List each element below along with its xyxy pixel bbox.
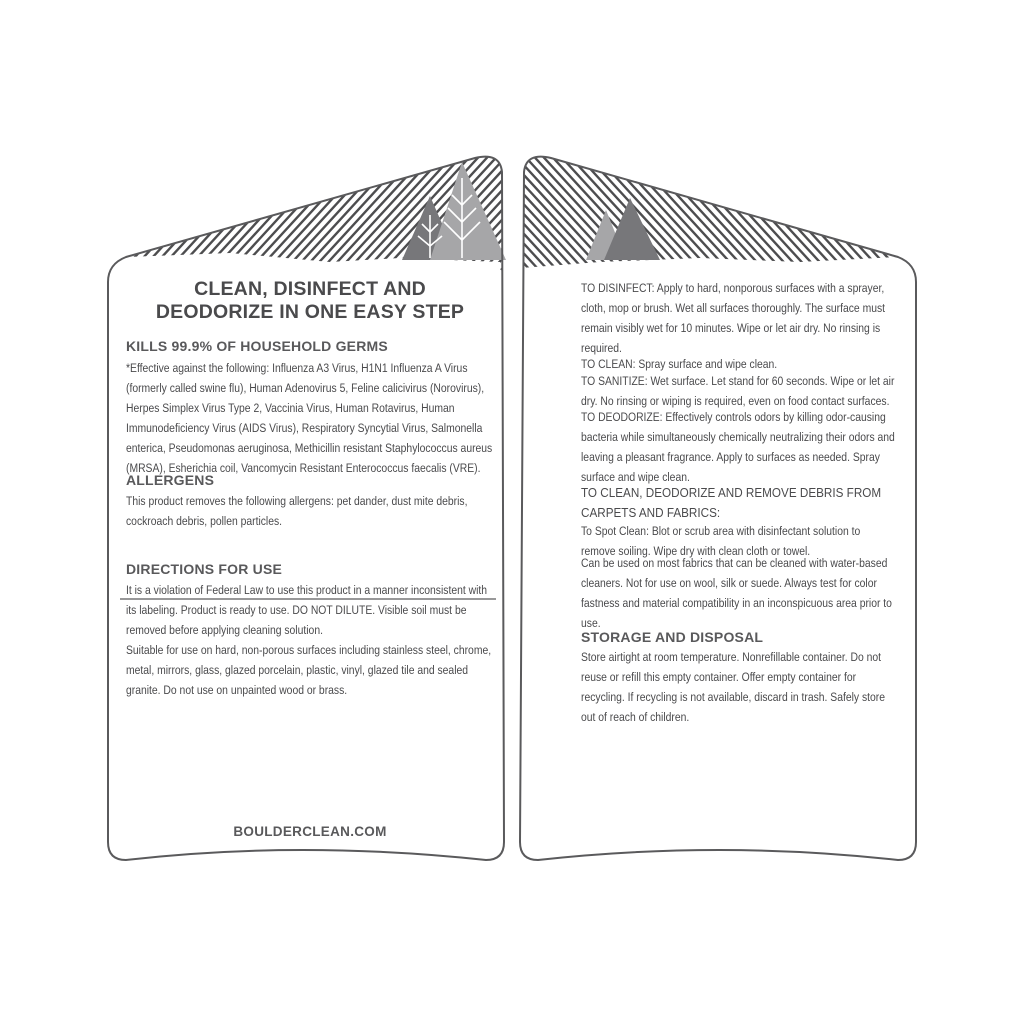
stripe — [105, 150, 215, 270]
stripe — [258, 150, 368, 270]
stripe — [843, 150, 953, 270]
stripe — [969, 150, 1024, 270]
tree-icon — [402, 162, 506, 260]
stripe — [177, 150, 287, 270]
allergens-heading: ALLERGENS — [126, 472, 215, 488]
surfaces-body: Suitable for use on hard, non-porous surfaces including stainless steel, chrome, metal, mirrors, glass, glazed porcelain, plastic, vinyl, glazed tile and sealed granite. Do not use on unpainted wood or brass. — [126, 643, 492, 697]
stripe — [870, 150, 980, 270]
stripe — [123, 150, 233, 270]
stripe — [96, 150, 206, 270]
stripe — [231, 150, 341, 270]
allergens-body: This product removes the following allergens: pet dander, dust mite debris, cockroach debris, pollen particles. — [126, 494, 468, 528]
stripe — [816, 150, 926, 270]
stripe — [78, 150, 188, 270]
sanitize-directions: TO SANITIZE: Wet surface. Let stand for 60 seconds. Wipe or let air dry. No rinsing or wiping is required, even on food contact surfaces. — [581, 374, 895, 408]
stripe — [222, 150, 332, 270]
stripe — [213, 150, 323, 270]
directions-body: It is a violation of Federal Law to use this product in a manner inconsistent with its labeling. Product is ready to use. DO NOT DILUTE. Visible soil must be removed before applying cleaning solution. — [126, 583, 488, 637]
stripe — [294, 150, 404, 270]
right-panel-text — [581, 278, 897, 727]
clean-directions: TO CLEAN: Spray surface and wipe clean. — [581, 357, 778, 371]
fabrics-note: Can be used on most fabrics that can be cleaned with water-based cleaners. Not for use on wool, silk or suede. Always test for color fastness and material compatibility in an inconspicuous area prior to use. — [581, 556, 892, 630]
stripe — [708, 150, 818, 270]
stripe — [933, 150, 1024, 270]
left-panel-text — [126, 278, 494, 839]
stripe — [942, 150, 1024, 270]
stripe — [60, 150, 170, 270]
stripe — [906, 150, 1016, 270]
headline-line-1: CLEAN, DISINFECT AND — [194, 278, 426, 300]
kills-heading: KILLS 99.9% OF HOUSEHOLD GERMS — [126, 338, 388, 354]
stripe — [699, 150, 809, 270]
stripe — [807, 150, 917, 270]
stripe — [960, 150, 1024, 270]
stripe — [132, 150, 242, 270]
stripe — [186, 150, 296, 270]
stripe — [663, 150, 773, 270]
stripe — [159, 150, 269, 270]
stripe — [141, 150, 251, 270]
deodorize-directions: TO DEODORIZE: Effectively controls odors by killing odor-causing bacteria while simultaneously chemically neutralizing their odors and leaving a pleasant fragrance. Apply to surfaces as needed. Spray surface and wipe clean. — [581, 410, 895, 484]
spot-clean-directions: To Spot Clean: Blot or scrub area with disinfectant solution to remove soiling. Wipe dry with clean cloth or towel. — [581, 524, 861, 558]
stripe — [168, 150, 278, 270]
stripe — [654, 150, 764, 270]
stripe — [780, 150, 890, 270]
stripe — [726, 150, 836, 270]
kills-body: *Effective against the following: Influenza A3 Virus, H1N1 Influenza A Virus (formerly called swine flu), Human Adenovirus 5, Feline calicivirus (Norovirus), Herpes Simplex Virus Type 2, Vaccinia Virus, Human Rotavirus, Human Immunodeficiency Virus (AIDS Virus), Respiratory Syncytial Virus, Salmonella enterica, Pseudomonas aeruginosa, Methicillin resistant Staphylococcus aureus (MRSA), Esherichia coil, Vancomycin Resistant Enterococcus faecalis (VRE). — [126, 361, 493, 475]
stripe — [150, 150, 260, 270]
storage-body: Store airtight at room temperature. Nonrefillable container. Do not reuse or refill this empty container. Offer empty container for recycling. If recycling is not available, discard in trash. Safely store out of reach of children. — [581, 650, 886, 724]
stripe — [879, 150, 989, 270]
stripe — [114, 150, 224, 270]
headline-line-2: DEODORIZE IN ONE EASY STEP — [155, 301, 465, 323]
stripe — [852, 150, 962, 270]
stripe — [996, 150, 1024, 270]
stripe — [69, 150, 179, 270]
stripe — [672, 150, 782, 270]
stripe — [204, 150, 314, 270]
stripe — [303, 150, 413, 270]
stripe — [267, 150, 377, 270]
stripe — [744, 150, 854, 270]
stripe — [645, 150, 755, 270]
directions-heading: DIRECTIONS FOR USE — [126, 561, 283, 577]
stripe — [771, 150, 881, 270]
stripe — [915, 150, 1024, 270]
stripe — [798, 150, 908, 270]
storage-heading: STORAGE AND DISPOSAL — [581, 629, 764, 645]
stripe — [735, 150, 845, 270]
stripe — [285, 150, 395, 270]
stripe — [249, 150, 359, 270]
disinfect-directions: TO DISINFECT: Apply to hard, nonporous surfaces with a sprayer, cloth, mop or brush. Wet all surfaces thoroughly. The surface must remain visibly wet for 10 minutes. Wipe or let air dry. No rinsing is required. — [581, 281, 886, 355]
stripe — [834, 150, 944, 270]
carpets-heading: TO CLEAN, DEODORIZE AND REMOVE DEBRIS FROM CARPETS AND FABRICS: — [581, 485, 882, 520]
stripe — [888, 150, 998, 270]
stripe — [762, 150, 872, 270]
stripe — [978, 150, 1024, 270]
stripe — [690, 150, 800, 270]
stripe — [924, 150, 1024, 270]
website-link[interactable]: BOULDERCLEAN.COM — [233, 824, 387, 839]
stripe — [987, 150, 1024, 270]
stripe — [753, 150, 863, 270]
stripe — [951, 150, 1024, 270]
stripe — [897, 150, 1007, 270]
right-mountain-band — [420, 150, 1024, 270]
